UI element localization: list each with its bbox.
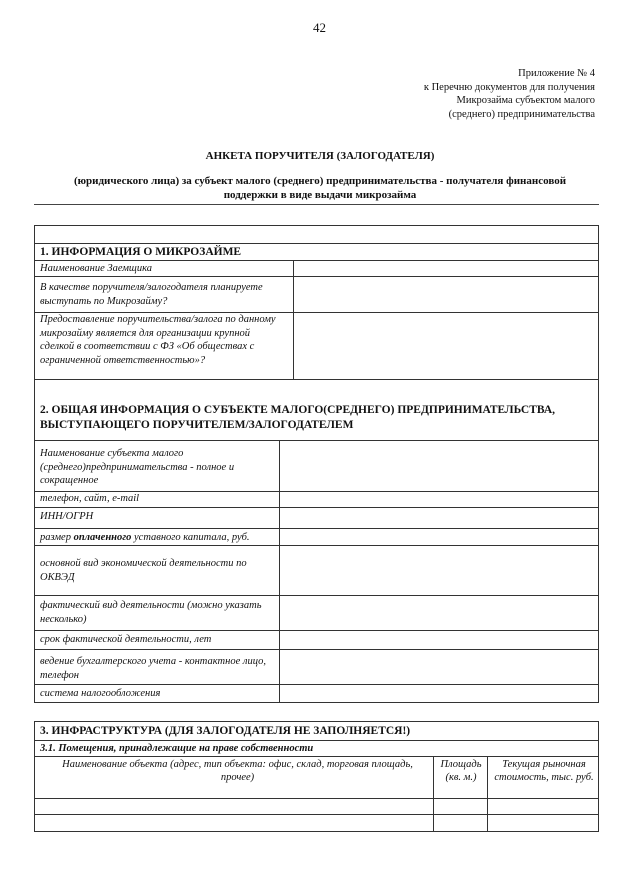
s2-row-label: телефон, сайт, e-mail: [40, 493, 140, 504]
section3-subtitle: [40, 742, 313, 756]
section2-title: 2. ОБЩАЯ ИНФОРМАЦИЯ О СУБЪЕКТЕ МАЛОГО(СРЕДНЕГО) ПРЕДПРИНИМАТЕЛЬСТВА, ВЫСТУПАЮЩЕГО ПОРУЧИТЕЛЕМ/ЗАЛОГОДАТЕЛЕМ: [40, 404, 556, 431]
appendix-line: Микрозайма субъектом малого: [456, 95, 595, 106]
subtitle-line-2: поддержки в виде выдачи микрозайма: [223, 188, 417, 201]
form-table-main: [34, 225, 599, 703]
s1-row-label: Наименование Заемщика: [40, 263, 153, 274]
s2-row-label: система налогообложения: [40, 688, 161, 699]
document-title: АНКЕТА ПОРУЧИТЕЛЯ (ЗАЛОГОДАТЕЛЯ): [205, 150, 435, 162]
s2-row-label: срок фактической деятельности, лет: [40, 634, 212, 645]
s1-row-label: Предоставление поручительства/залога по данному микрозайму является для организации крупной сделкой в соответствии с ФЗ «Об обществах с ограниченной ответственностью»?: [40, 314, 276, 366]
form-table-infrastructure: [34, 721, 599, 832]
s2-row-label: основной вид экономической деятельности по ОКВЭД: [40, 558, 247, 583]
s1-row-label: В качестве поручителя/залогодателя планируете выступать по Микрозайму?: [40, 282, 263, 307]
col-header-object: Наименование объекта (адрес, тип объекта: офис, склад, торговая площадь, прочее): [62, 759, 413, 783]
subtitle-underline: [34, 204, 599, 205]
page-number: 42: [313, 20, 326, 35]
col-header-area: Площадь (кв. м.): [440, 759, 482, 783]
s2-row-label: фактический вид деятельности (можно указать несколько): [40, 600, 262, 625]
s2-row-label: Наименование субъекта малого (среднего)предпринимательства - полное и сокращенное: [40, 448, 235, 486]
s2-row-label-bold: оплаченного: [73, 532, 132, 543]
appendix-note: [424, 67, 595, 121]
document-subtitle: [40, 175, 600, 202]
section3-title: 3. ИНФРАСТРУКТУРА (ДЛЯ ЗАЛОГОДАТЕЛЯ НЕ ЗАПОЛНЯЕТСЯ!): [40, 725, 411, 737]
appendix-line: (среднего) предпринимательства: [448, 108, 595, 120]
col-header-value: Текущая рыночная стоимость, тыс. руб.: [494, 759, 594, 783]
s2-row-label: ИНН/ОГРН: [40, 511, 94, 522]
section1-title: 1. ИНФОРМАЦИЯ О МИКРОЗАЙМЕ: [40, 246, 242, 258]
s2-row-label: ведение бухгалтерского учета - контактное лицо, телефон: [40, 656, 266, 681]
subtitle-line-1: (юридического лица) за субъект малого (среднего) предпринимательства - получателя финансовой: [73, 175, 567, 187]
section3-subtitle-text: 3.1. Помещения, принадлежащие на праве собственности: [40, 743, 314, 754]
s2-row-label: [40, 531, 280, 545]
appendix-line: к Перечню документов для получения: [423, 81, 595, 93]
s2-row-label-pre: размер: [40, 532, 74, 543]
s2-row-label-post: уставного капитала, руб.: [131, 532, 250, 543]
appendix-line: Приложение № 4: [518, 68, 595, 79]
